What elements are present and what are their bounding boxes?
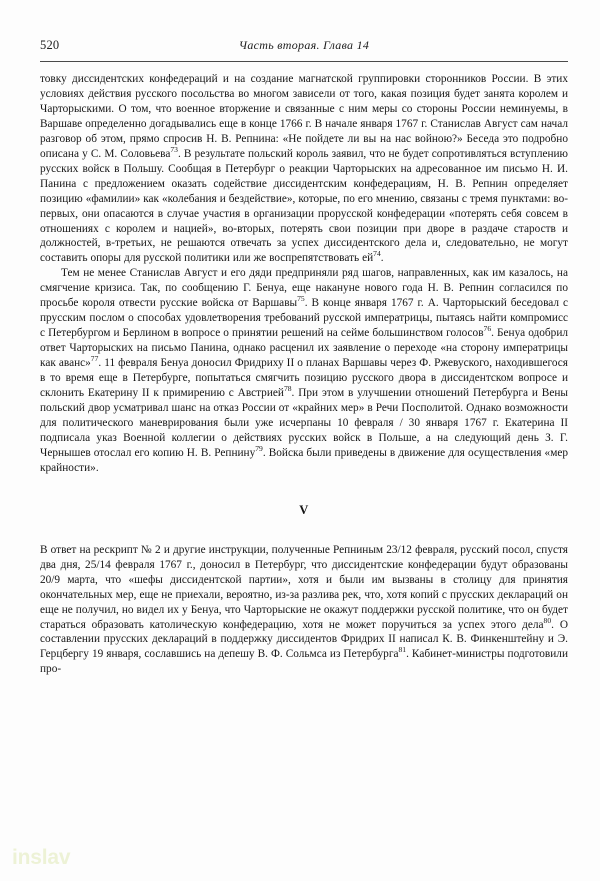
page-number: 520	[40, 38, 60, 52]
section-number-heading: V	[299, 502, 309, 517]
footnote-ref-76[interactable]: 76	[483, 324, 492, 334]
paragraph-3	[40, 543, 568, 678]
paragraph-1-text-b: . В результате польский король заявил, что не будет сопротивляться вступлению русских войск в Польшу. Сообщая в Петербург о реакции Чарторыских на адресованное им письмо Н. И. Панина с предложением оказать содействие диссидентским конфедерациям, Н. В. Репнин определяет позицию «фамилии» как «колебания и бездействие», которые, по его мнению, связаны с тремя пунктами: во-первых, они опасаются в случае участия в организации прорусской конфедерации «потерять себя совсем в отношениях с королем и нацией», во-вторых, потерять свои позиции при дворе в раздаче староств и должностей, в-третьих, не решаются отвечать за успех диссидентского дела и, следовательно, не могут составить опоры для русской политики или же воспрепятствовать ей	[40, 147, 569, 265]
footnote-ref-81[interactable]: 81	[398, 645, 407, 655]
header-divider-rule	[40, 61, 568, 62]
footnote-ref-79[interactable]: 79	[255, 444, 263, 454]
paragraph-3-text-a: В ответ на рескрипт № 2 и другие инструкции, полученные Репниным 23/12 февраля, русский посол, спустя два дня, 25/14 февраля 1767 г., доносил в Петербург, что диссидентские конфедерации будут образованы 20/9 марта, что «шефы диссидентской партии», хотя и были им вызваны в столицу для принятия окончательных мер, еще не приехали, вероятно, из-за разлива рек, что, хотя копий с прусских деклараций он еще не получил, но видел их у Бенуа, что Чарторыские не окажут поддержки русской политике, что он будет стараться образовать католическую конфедерацию, хотя не может поручиться за успех этого дела	[40, 543, 568, 631]
inslav-watermark: inslav	[12, 846, 71, 869]
paragraph-3-text-c: . Кабинет-министры подготовили про-	[40, 648, 568, 676]
paragraph-2-text-e: . При этом в улучшении отношений Петербурга и Вены польский двор усматривал шанс на отказ России от «крайних мер» в Речи Посполитой. Однако возможности для политического маневрирования были уже исчерпаны 10 февраля / 30 января 1767 г. Екатерина II подписала указ Военной коллегии о действиях русских войск в Польше, а на следующий день З. Г. Чернышев отослал его копию Н. В. Репнину	[40, 387, 568, 459]
footnote-ref-73[interactable]: 73	[170, 145, 178, 154]
running-head	[40, 38, 568, 56]
footnote-ref-80[interactable]: 80	[543, 615, 552, 625]
paragraph-2-text-f: . Войска были приведены в движение для осуществления «мер крайности».	[40, 446, 569, 474]
paragraph-1	[40, 72, 568, 266]
paragraph-1-text-c: .	[380, 252, 384, 265]
paragraph-2	[40, 266, 568, 475]
running-head-title: Часть вторая. Глава 14	[238, 38, 370, 52]
paragraph-3-text-b: . О составлении прусских деклараций в поддержку диссидентов Фридрих II написал К. В. Финкенштейну и Э. Герцбергу 19 января, сославшись на депешу В. Ф. Сольмса из Петербурга	[40, 618, 568, 661]
text-column	[40, 72, 568, 677]
footnote-ref-78[interactable]: 78	[283, 384, 292, 394]
paragraph-2-text-a: Тем не менее Станислав Август и его дяди предприняли ряд шагов, направленных, как им казалось, на смягчение кризиса. Так, по сообщению Г. Бенуа, еще накануне нового года Н. В. Репнин согласился по просьбе короля отвести русские войска от Варшавы	[40, 267, 568, 310]
paragraph-1-text-a: товку диссидентских конфедераций и на создание магнатской группировки сторонников России. В этих условиях действия русского посольства во многом зависели от того, какая позиция будет занята королем и Чарторыскими. О том, что военное вторжение и связанные с ним меры со стороны России неминуемы, в Варшаве определенно догадывались еще в конце 1766 г. В начале января 1767 г. Станислав Август сам начал разговор об этом, прямо спросив Н. В. Репнина: «Не пойдете ли вы на нас войною?» Беседа это подробно описана у С. М. Соловьева	[40, 73, 568, 160]
paragraph-2-text-d: . 11 февраля Бенуа доносил Фридриху II о планах Варшавы через Ф. Ржевуского, находившегося в то время еще в Петербурге, попытаться смягчить позицию русского двора в диссидентском вопросе и склонить Екатерину II к примирению с Австрией	[40, 357, 568, 400]
paragraph-2-text-b: . В конце января 1767 г. А. Чарторыский беседовал с прусским послом о способах удовлетворения требований русской императрицы, пытаясь найти компромисс с Петербургом и Берлином в вопросе о принятии решений на сейме большинством голосов	[40, 297, 568, 340]
footnote-ref-74[interactable]: 74	[373, 249, 381, 259]
footnote-ref-77[interactable]: 77	[90, 354, 99, 364]
paragraph-2-text-c: . Бенуа одобрил ответ Чарторыских на письмо Панина, однако расценил их заявление о переходе «на сторону императрицы как аванс»	[40, 327, 569, 370]
footnote-ref-75[interactable]: 75	[297, 294, 305, 304]
